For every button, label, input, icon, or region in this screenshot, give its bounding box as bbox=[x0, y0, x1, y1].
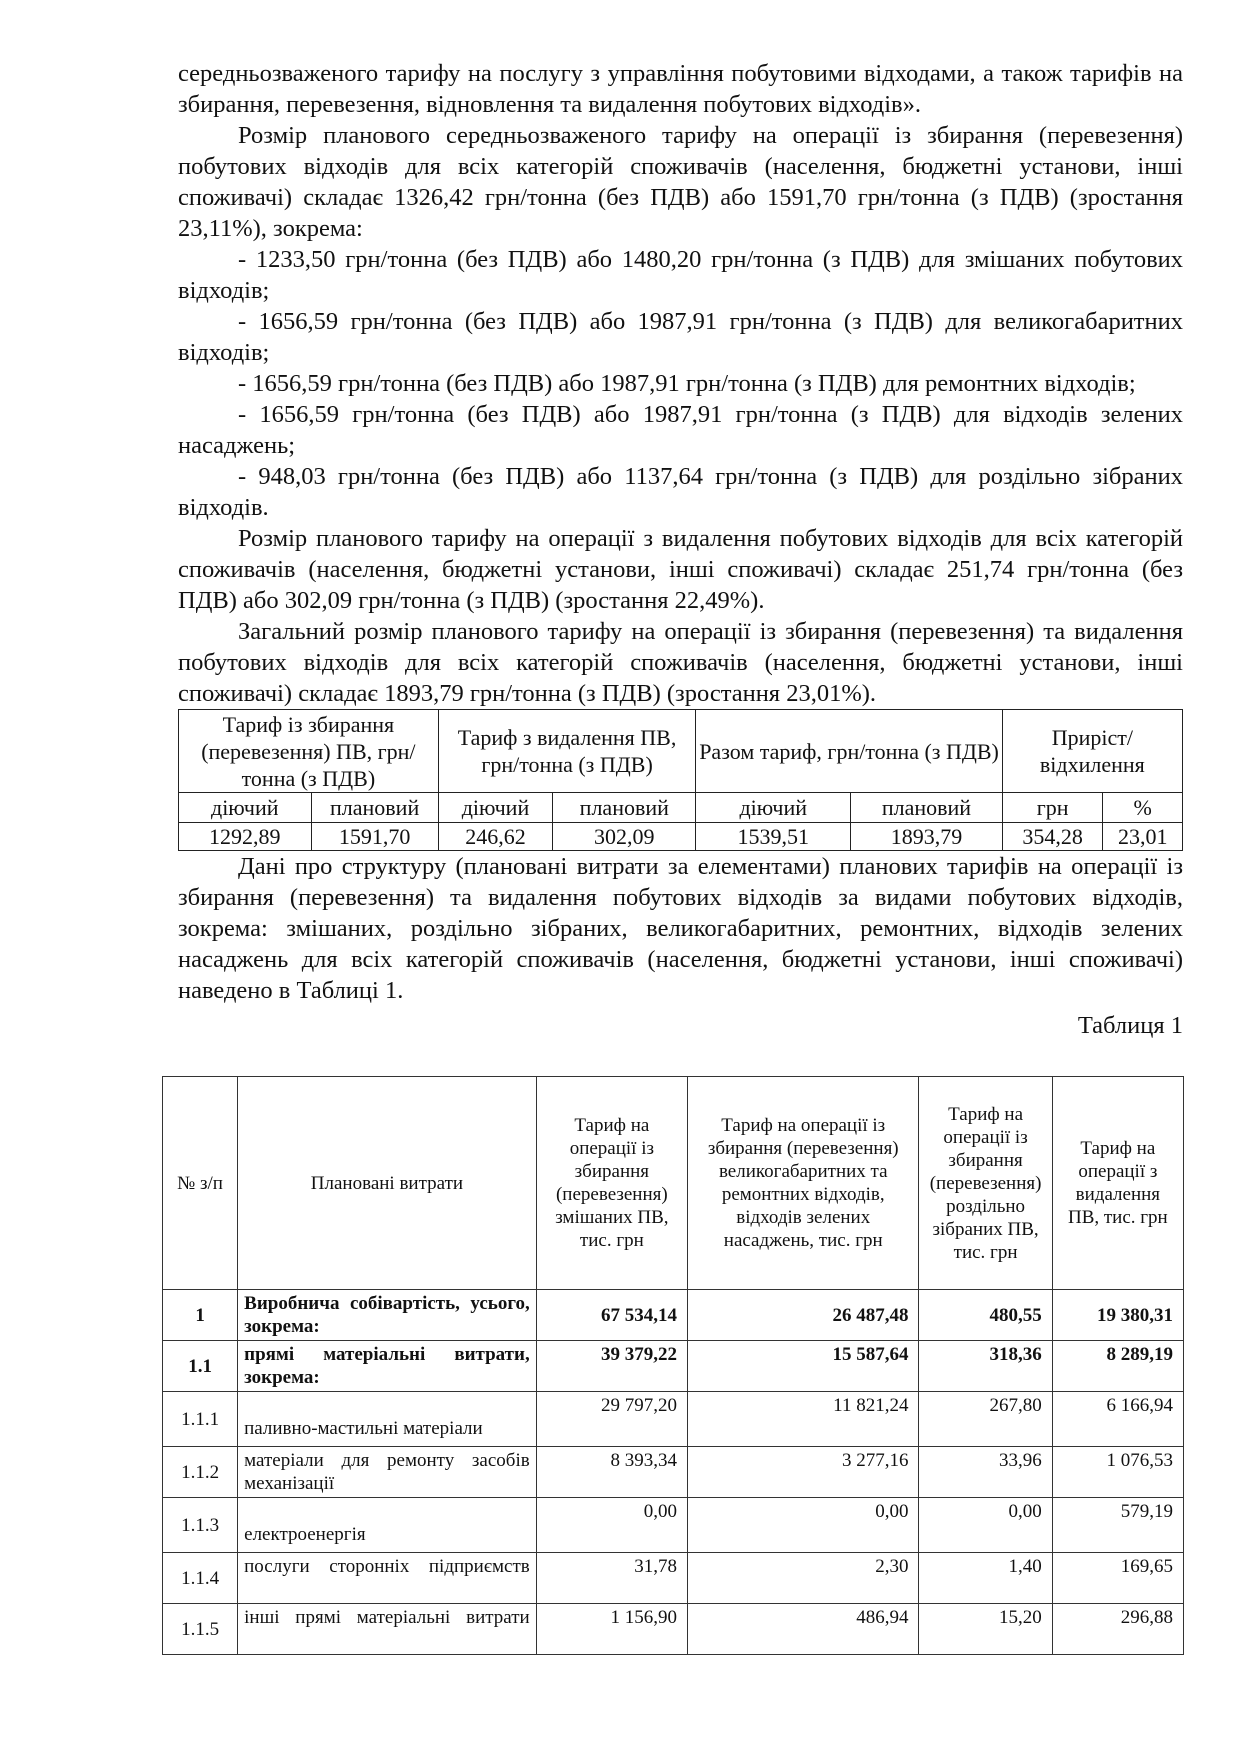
row-value: 1 076,53 bbox=[1052, 1447, 1183, 1498]
header-bulky-waste: Тариф на операції із збирання (перевезення) великогабаритних та ремонтних відходів, відходів зелених насаджень, тис. грн bbox=[688, 1077, 919, 1290]
table-header-row bbox=[163, 1077, 1184, 1290]
summary-group-row bbox=[179, 710, 1183, 793]
paragraph-intro: середньозваженого тарифу на послугу з управління побутовими відходами, а також тарифів на збирання, перевезення, відновлення та видалення побутових відходів». bbox=[178, 60, 1183, 118]
row-number: 1.1.2 bbox=[163, 1447, 238, 1498]
summary-subheader: плановий bbox=[311, 793, 438, 823]
table-row bbox=[163, 1447, 1184, 1498]
document-page bbox=[177, 58, 1183, 1640]
tariff-item-separate: - 948,03 грн/тонна (без ПДВ) або 1137,64 грн/тонна (з ПДВ) для роздільно зібраних відходів. bbox=[178, 463, 1183, 521]
tariff-item-renovation: - 1656,59 грн/тонна (без ПДВ) або 1987,91 грн/тонна (з ПДВ) для ремонтних відходів; bbox=[238, 370, 1136, 397]
header-disposal: Тариф на операції з видалення ПВ, тис. грн bbox=[1052, 1077, 1183, 1290]
row-label: інші прямі матеріальні витрати bbox=[238, 1604, 537, 1655]
summary-value: 246,62 bbox=[438, 823, 553, 851]
summary-group-header: Приріст/ відхилення bbox=[1002, 710, 1182, 793]
paragraph-collection-tariff: Розмір планового середньозваженого тарифу на операції із збирання (перевезення) побутових відходів для всіх категорій споживачів (населення, бюджетні установи, інші споживачі) складає 1326,42 грн/тонна (без ПДВ) або 1591,70 грн/тонна (з ПДВ) (зростання 23,11%), зокрема: bbox=[178, 122, 1183, 242]
row-label: прямі матеріальні витрати, зокрема: bbox=[238, 1341, 537, 1392]
summary-value: 23,01 bbox=[1103, 823, 1183, 851]
header-number: № з/п bbox=[163, 1077, 238, 1290]
row-value: 318,36 bbox=[919, 1341, 1052, 1392]
row-value: 2,30 bbox=[688, 1553, 919, 1604]
summary-group-header: Тариф з видалення ПВ, грн/тонна (з ПДВ) bbox=[438, 710, 696, 793]
header-separate-waste: Тариф на операції із збирання (перевезення) роздільно зібраних ПВ, тис. грн bbox=[919, 1077, 1052, 1290]
row-value: 0,00 bbox=[536, 1498, 687, 1553]
row-value: 169,65 bbox=[1052, 1553, 1183, 1604]
row-value: 8 393,34 bbox=[536, 1447, 687, 1498]
row-value: 15,20 bbox=[919, 1604, 1052, 1655]
tariff-item-mixed: - 1233,50 грн/тонна (без ПДВ) або 1480,20 грн/тонна (з ПДВ) для змішаних побутових відходів; bbox=[178, 246, 1183, 304]
summary-group-header: Разом тариф, грн/тонна (з ПДВ) bbox=[696, 710, 1002, 793]
row-value: 26 487,48 bbox=[688, 1290, 919, 1341]
table-row bbox=[163, 1392, 1184, 1447]
summary-value: 1893,79 bbox=[851, 823, 1003, 851]
paragraph-disposal-tariff: Розмір планового тарифу на операції з видалення побутових відходів для всіх категорій споживачів (населення, бюджетні установи, інші споживачі) складає 251,74 грн/тонна (без ПДВ) або 302,09 грн/тонна (з ПДВ) (зростання 22,49%). bbox=[178, 525, 1183, 614]
summary-subheader: діючий bbox=[438, 793, 553, 823]
summary-value: 1591,70 bbox=[311, 823, 438, 851]
summary-value-row bbox=[179, 823, 1183, 851]
row-value: 29 797,20 bbox=[536, 1392, 687, 1447]
row-value: 33,96 bbox=[919, 1447, 1052, 1498]
summary-subheader-row bbox=[179, 793, 1183, 823]
summary-subheader: плановий bbox=[851, 793, 1003, 823]
summary-value: 354,28 bbox=[1002, 823, 1103, 851]
row-label: матеріали для ремонту засобів механізації bbox=[238, 1447, 537, 1498]
row-value: 1,40 bbox=[919, 1553, 1052, 1604]
row-value: 486,94 bbox=[688, 1604, 919, 1655]
paragraph-table-reference: Дані про структуру (плановані витрати за елементами) планових тарифів на операції із збирання (перевезення) та видалення побутових відходів за видами побутових відходів, зокрема: змішаних, роздільно зібраних, великогабаритних, ремонтних, відходів зелених насаджень для всіх категорій споживачів (населення, бюджетні установи, інші споживачі) наведено в Таблиці 1. bbox=[178, 853, 1183, 1004]
summary-subheader: діючий bbox=[696, 793, 851, 823]
header-planned-costs: Плановані витрати bbox=[238, 1077, 537, 1290]
table-caption: Таблиця 1 bbox=[1077, 1012, 1183, 1039]
row-value: 67 534,14 bbox=[536, 1290, 687, 1341]
table-row bbox=[163, 1341, 1184, 1392]
row-value: 296,88 bbox=[1052, 1604, 1183, 1655]
row-number: 1 bbox=[163, 1290, 238, 1341]
summary-subheader: діючий bbox=[179, 793, 312, 823]
row-value: 19 380,31 bbox=[1052, 1290, 1183, 1341]
row-value: 39 379,22 bbox=[536, 1341, 687, 1392]
row-value: 0,00 bbox=[919, 1498, 1052, 1553]
summary-subheader: грн bbox=[1002, 793, 1103, 823]
table-row bbox=[163, 1498, 1184, 1553]
summary-value: 302,09 bbox=[553, 823, 696, 851]
row-value: 1 156,90 bbox=[536, 1604, 687, 1655]
row-value: 6 166,94 bbox=[1052, 1392, 1183, 1447]
row-label: електроенергія bbox=[238, 1498, 537, 1553]
row-number: 1.1.4 bbox=[163, 1553, 238, 1604]
row-value: 11 821,24 bbox=[688, 1392, 919, 1447]
table-row bbox=[163, 1553, 1184, 1604]
summary-subheader: % bbox=[1103, 793, 1183, 823]
table-row bbox=[163, 1604, 1184, 1655]
tariff-item-bulky: - 1656,59 грн/тонна (без ПДВ) або 1987,91 грн/тонна (з ПДВ) для великогабаритних відходів; bbox=[178, 308, 1183, 366]
row-value: 31,78 bbox=[536, 1553, 687, 1604]
summary-subheader: плановий bbox=[553, 793, 696, 823]
row-value: 0,00 bbox=[688, 1498, 919, 1553]
table-row bbox=[163, 1290, 1184, 1341]
row-value: 15 587,64 bbox=[688, 1341, 919, 1392]
row-value: 480,55 bbox=[919, 1290, 1052, 1341]
row-label: Виробнича собівартість, усього, зокрема: bbox=[238, 1290, 537, 1341]
row-value: 8 289,19 bbox=[1052, 1341, 1183, 1392]
paragraph-total-tariff: Загальний розмір планового тарифу на операції із збирання (перевезення) та видалення побутових відходів для всіх категорій споживачів (населення, бюджетні установи, інші споживачі) складає 1893,79 грн/тонна (з ПДВ) (зростання 23,01%). bbox=[178, 618, 1183, 707]
cost-structure-table bbox=[162, 1076, 1184, 1655]
tariff-item-green: - 1656,59 грн/тонна (без ПДВ) або 1987,91 грн/тонна (з ПДВ) для відходів зелених насаджень; bbox=[178, 401, 1183, 459]
row-number: 1.1 bbox=[163, 1341, 238, 1392]
row-value: 3 277,16 bbox=[688, 1447, 919, 1498]
row-value: 267,80 bbox=[919, 1392, 1052, 1447]
row-value: 579,19 bbox=[1052, 1498, 1183, 1553]
summary-value: 1539,51 bbox=[696, 823, 851, 851]
row-number: 1.1.1 bbox=[163, 1392, 238, 1447]
row-number: 1.1.5 bbox=[163, 1604, 238, 1655]
summary-value: 1292,89 bbox=[179, 823, 312, 851]
row-number: 1.1.3 bbox=[163, 1498, 238, 1553]
summary-group-header: Тариф із збирання (перевезення) ПВ, грн/тонна (з ПДВ) bbox=[179, 710, 439, 793]
row-label: послуги сторонніх підприємств bbox=[238, 1553, 537, 1604]
summary-table bbox=[178, 709, 1183, 851]
header-mixed-waste: Тариф на операції із збирання (перевезення) змішаних ПВ, тис. грн bbox=[536, 1077, 687, 1290]
row-label: паливно-мастильні матеріали bbox=[238, 1392, 537, 1447]
